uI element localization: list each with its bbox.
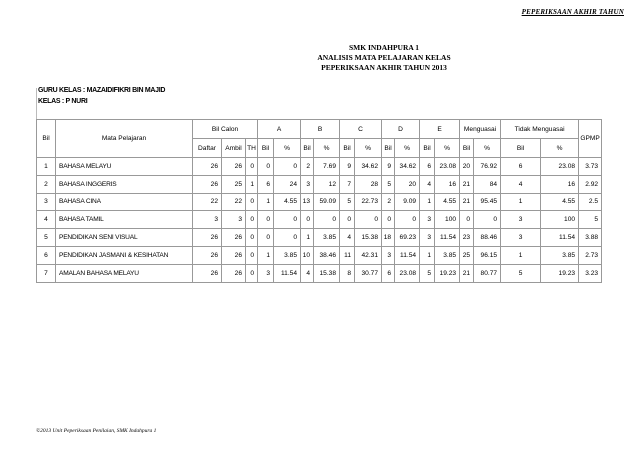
table-cell: 0 <box>258 211 274 229</box>
table-cell: 0 <box>274 158 301 176</box>
table-cell: 3.73 <box>579 158 602 176</box>
table-cell: 5 <box>382 175 395 193</box>
table-cell: 2 <box>382 193 395 211</box>
table-cell: 4 <box>301 264 314 282</box>
table-cell: 34.62 <box>355 158 382 176</box>
table-cell: 0 <box>246 158 258 176</box>
class-name: KELAS : P NURI <box>38 98 88 105</box>
table-cell: 38.46 <box>314 246 340 264</box>
col-th: TH <box>246 139 258 158</box>
table-cell: 9 <box>340 158 355 176</box>
table-cell: 0 <box>258 229 274 247</box>
table-cell: 80.77 <box>474 264 501 282</box>
col-a-bil: Bil <box>258 139 274 158</box>
table-row <box>37 175 602 193</box>
table-cell: 2.73 <box>579 246 602 264</box>
table-cell: 6 <box>501 158 541 176</box>
table-cell: 15.38 <box>355 229 382 247</box>
subject-name-cell: BAHASA TAMIL <box>56 211 193 229</box>
table-cell: 11.54 <box>274 264 301 282</box>
table-cell: 6 <box>420 158 435 176</box>
table-cell: 4 <box>501 175 541 193</box>
table-cell: 28 <box>355 175 382 193</box>
table-cell: 3.23 <box>579 264 602 282</box>
col-ambil: Ambil <box>222 139 246 158</box>
table-cell: 5 <box>420 264 435 282</box>
table-cell: 4 <box>37 211 56 229</box>
table-cell: 21 <box>460 175 474 193</box>
table-cell: 3 <box>301 175 314 193</box>
table-cell: 25 <box>460 246 474 264</box>
table-cell: 9 <box>382 158 395 176</box>
school-name: SMK INDAHPURA 1 <box>348 43 419 52</box>
table-cell: 26 <box>193 246 222 264</box>
col-gpmp: GPMP <box>579 120 602 158</box>
table-cell: 16 <box>435 175 460 193</box>
table-cell: 3.85 <box>541 246 579 264</box>
table-cell: 22 <box>222 193 246 211</box>
table-cell: 2.92 <box>579 175 602 193</box>
table-cell: 0 <box>340 211 355 229</box>
table-cell: 34.62 <box>395 158 420 176</box>
table-row <box>37 211 602 229</box>
table-cell: 4.55 <box>541 193 579 211</box>
table-cell: 6 <box>382 264 395 282</box>
table-cell: 1 <box>420 193 435 211</box>
table-cell: 2.5 <box>579 193 602 211</box>
table-cell: 26 <box>222 246 246 264</box>
col-grade-a: A <box>258 120 301 139</box>
footer-copyright: ©2013 Unit Peperiksaan Penilaian, SMK Indahpura 1 <box>36 428 157 434</box>
table-cell: 69.23 <box>395 229 420 247</box>
table-row <box>37 229 602 247</box>
table-cell: 3 <box>420 229 435 247</box>
table-cell: 26 <box>222 229 246 247</box>
col-e-bil: Bil <box>420 139 435 158</box>
col-e-pct: % <box>435 139 460 158</box>
table-cell: 21 <box>460 193 474 211</box>
col-d-bil: Bil <box>382 139 395 158</box>
table-cell: 0 <box>246 246 258 264</box>
table-cell: 2 <box>301 158 314 176</box>
col-bil-calon: Bil Calon <box>193 120 258 139</box>
table-cell: 26 <box>222 158 246 176</box>
table-cell: 0 <box>274 229 301 247</box>
table-cell: 12 <box>314 175 340 193</box>
table-cell: 11.54 <box>395 246 420 264</box>
table-cell: 0 <box>258 158 274 176</box>
table-cell: 88.46 <box>474 229 501 247</box>
table-cell: 4.55 <box>274 193 301 211</box>
table-cell: 3 <box>501 229 541 247</box>
subject-name-cell: AMALAN BAHASA MELAYU <box>56 264 193 282</box>
table-cell: 22 <box>193 193 222 211</box>
table-cell: 9.09 <box>395 193 420 211</box>
table-cell: 26 <box>222 264 246 282</box>
table-cell: 3 <box>193 211 222 229</box>
table-cell: 26 <box>193 264 222 282</box>
col-grade-b: B <box>301 120 340 139</box>
table-cell: 3 <box>37 193 56 211</box>
table-row <box>37 193 602 211</box>
table-cell: 1 <box>258 193 274 211</box>
col-menguasai-bil: Bil <box>460 139 474 158</box>
col-menguasai-pct: % <box>474 139 501 158</box>
table-cell: 10 <box>301 246 314 264</box>
table-row <box>37 264 602 282</box>
table-cell: 0 <box>382 211 395 229</box>
table-cell: 0 <box>246 193 258 211</box>
table-cell: 7 <box>340 175 355 193</box>
table-cell: 1 <box>420 246 435 264</box>
subject-name-cell: PENDIDIKAN SENI VISUAL <box>56 229 193 247</box>
table-cell: 0 <box>246 211 258 229</box>
table-cell: 8 <box>340 264 355 282</box>
header-report-name: PEPERIKSAAN AKHIR TAHUN <box>521 8 624 16</box>
table-cell: 0 <box>314 211 340 229</box>
table-cell: 15.38 <box>314 264 340 282</box>
col-d-pct: % <box>395 139 420 158</box>
table-cell: 30.77 <box>355 264 382 282</box>
subject-name-cell: BAHASA INGGERIS <box>56 175 193 193</box>
table-cell: 26 <box>193 175 222 193</box>
table-cell: 1 <box>246 175 258 193</box>
table-cell: 20 <box>395 175 420 193</box>
table-cell: 4 <box>420 175 435 193</box>
table-cell: 95.45 <box>474 193 501 211</box>
table-cell: 19.23 <box>541 264 579 282</box>
col-grade-d: D <box>382 120 420 139</box>
col-tidak-menguasai-pct: % <box>541 139 579 158</box>
subject-name-cell: BAHASA MELAYU <box>56 158 193 176</box>
table-cell: 3.88 <box>579 229 602 247</box>
table-cell: 96.15 <box>474 246 501 264</box>
col-tidak-menguasai: Tidak Menguasai <box>501 120 579 139</box>
table-cell: 4.55 <box>435 193 460 211</box>
table-cell: 0 <box>246 229 258 247</box>
exam-title: PEPERIKSAAN AKHIR TAHUN 2013 <box>321 63 447 72</box>
col-c-pct: % <box>355 139 382 158</box>
table-cell: 1 <box>301 229 314 247</box>
table-cell: 2 <box>37 175 56 193</box>
table-cell: 5 <box>37 229 56 247</box>
table-cell: 21 <box>460 264 474 282</box>
col-bil: Bil <box>37 120 56 158</box>
table-cell: 1 <box>501 193 541 211</box>
table-cell: 1 <box>37 158 56 176</box>
col-b-pct: % <box>314 139 340 158</box>
table-cell: 23 <box>460 229 474 247</box>
table-cell: 0 <box>301 211 314 229</box>
table-cell: 23.08 <box>435 158 460 176</box>
table-cell: 26 <box>193 229 222 247</box>
table-cell: 19.23 <box>435 264 460 282</box>
table-cell: 25 <box>222 175 246 193</box>
table-cell: 7.69 <box>314 158 340 176</box>
subject-name-cell: PENDIDIKAN JASMANI & KESIHATAN <box>56 246 193 264</box>
table-cell: 5 <box>579 211 602 229</box>
table-cell: 3 <box>382 246 395 264</box>
table-cell: 42.31 <box>355 246 382 264</box>
col-a-pct: % <box>274 139 301 158</box>
table-cell: 0 <box>355 211 382 229</box>
table-cell: 5 <box>340 193 355 211</box>
table-cell: 5 <box>501 264 541 282</box>
table-cell: 0 <box>274 211 301 229</box>
table-cell: 11.54 <box>541 229 579 247</box>
class-teacher: GURU KELAS : MAZAIDIFIKRI BIN MAJID <box>38 87 166 94</box>
col-grade-e: E <box>420 120 460 139</box>
col-tidak-menguasai-bil: Bil <box>501 139 541 158</box>
table-cell: 100 <box>541 211 579 229</box>
table-cell: 7 <box>37 264 56 282</box>
table-cell: 0 <box>246 264 258 282</box>
table-cell: 6 <box>258 175 274 193</box>
table-cell: 76.92 <box>474 158 501 176</box>
col-c-bil: Bil <box>340 139 355 158</box>
col-daftar: Daftar <box>193 139 222 158</box>
table-cell: 3.85 <box>435 246 460 264</box>
table-cell: 11.54 <box>435 229 460 247</box>
table-cell: 26 <box>193 158 222 176</box>
table-cell: 3 <box>420 211 435 229</box>
table-cell: 20 <box>460 158 474 176</box>
report-titles <box>0 43 638 73</box>
table-cell: 1 <box>258 246 274 264</box>
table-cell: 23.08 <box>541 158 579 176</box>
table-row <box>37 158 602 176</box>
table-cell: 4 <box>340 229 355 247</box>
table-cell: 16 <box>541 175 579 193</box>
table-cell: 13 <box>301 193 314 211</box>
subject-analysis-table <box>36 119 602 283</box>
table-cell: 3 <box>501 211 541 229</box>
table-cell: 3.85 <box>314 229 340 247</box>
table-cell: 11 <box>340 246 355 264</box>
table-cell: 3 <box>258 264 274 282</box>
col-menguasai: Menguasai <box>460 120 501 139</box>
table-cell: 84 <box>474 175 501 193</box>
table-cell: 6 <box>37 246 56 264</box>
table-cell: 100 <box>435 211 460 229</box>
table-cell: 0 <box>395 211 420 229</box>
col-mata-pelajaran: Mata Pelajaran <box>56 120 193 158</box>
table-cell: 0 <box>460 211 474 229</box>
table-cell: 1 <box>501 246 541 264</box>
col-b-bil: Bil <box>301 139 314 158</box>
report-title: ANALISIS MATA PELAJARAN KELAS <box>317 53 451 62</box>
table-cell: 18 <box>382 229 395 247</box>
table-cell: 23.08 <box>395 264 420 282</box>
subject-name-cell: BAHASA CINA <box>56 193 193 211</box>
table-cell: 59.09 <box>314 193 340 211</box>
table-cell: 24 <box>274 175 301 193</box>
col-grade-c: C <box>340 120 382 139</box>
table-row <box>37 246 602 264</box>
table-cell: 3 <box>222 211 246 229</box>
table-cell: 0 <box>474 211 501 229</box>
table-cell: 22.73 <box>355 193 382 211</box>
table-cell: 3.85 <box>274 246 301 264</box>
